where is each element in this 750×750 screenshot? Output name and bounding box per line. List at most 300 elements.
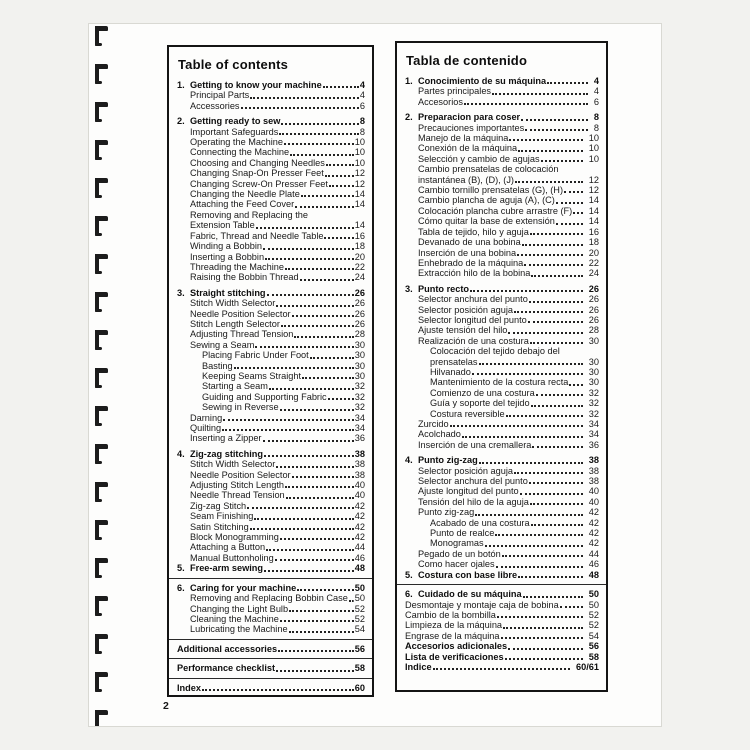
toc-row [405, 143, 599, 153]
toc-row [405, 538, 599, 548]
toc-row [405, 398, 599, 408]
toc-row [405, 631, 599, 641]
binding-ring-icon [95, 330, 109, 352]
toc-row-label: Sewing a Seam [190, 339, 255, 350]
toc-row [177, 480, 365, 490]
toc-row [177, 189, 365, 199]
toc-row-page: 8 [359, 116, 365, 127]
toc-row-label: Punto zig-zag [418, 507, 475, 518]
toc-row [405, 175, 599, 185]
dot-leader [529, 482, 583, 484]
toc-row-label: Zig-zag Stitch [190, 500, 247, 511]
toc-row [405, 419, 599, 429]
toc-row-page: 58 [354, 663, 365, 674]
toc-row-label: Changing the Light Bulb [190, 603, 289, 614]
toc-row [177, 288, 365, 298]
dot-leader [509, 139, 582, 141]
toc-row-label: Stitch Width Selector [190, 298, 276, 309]
toc-row-page: 40 [588, 486, 599, 497]
toc-row-page: 38 [354, 469, 365, 480]
toc-row-page: 10 [354, 157, 365, 168]
toc-row [405, 123, 599, 133]
toc-row [405, 154, 599, 164]
toc-row [177, 381, 365, 391]
toc-row-page: 32 [588, 387, 599, 398]
toc-row-label: Mantenimiento de la costura recta [430, 377, 569, 388]
toc-row [177, 392, 365, 402]
dot-leader [325, 175, 354, 177]
toc-row [405, 164, 599, 174]
toc-row-page: 18 [588, 237, 599, 248]
toc-row [177, 470, 365, 480]
toc-row-label: Changing Snap-On Presser Feet [190, 168, 324, 179]
toc-row [177, 116, 365, 126]
toc-row-number: 1. [405, 76, 413, 86]
toc-row-page: 4 [359, 90, 365, 101]
toc-row-page: 4 [359, 80, 365, 90]
toc-row-page: 26 [588, 283, 599, 294]
toc-row [405, 528, 599, 538]
toc-row [405, 227, 599, 237]
dot-leader [502, 555, 583, 557]
toc-row-page: 26 [588, 304, 599, 315]
toc-row [405, 248, 599, 258]
toc-row-label: Straight stitching [190, 287, 266, 298]
dot-leader [505, 658, 583, 660]
toc-row [177, 220, 365, 230]
toc-row-label: Colocación del tejido debajo del [430, 346, 560, 357]
toc-row-number: 6. [177, 582, 185, 593]
dot-leader [234, 367, 354, 369]
dot-leader [301, 195, 354, 197]
toc-row-label: Extension Table [190, 220, 255, 231]
dot-leader [223, 419, 354, 421]
dot-leader [310, 357, 354, 359]
toc-row-page: 26 [354, 298, 365, 309]
toc-row-page: 32 [588, 398, 599, 409]
toc-row-page: 54 [588, 630, 599, 641]
toc-row [177, 319, 365, 329]
toc-row [177, 309, 365, 319]
dot-leader [470, 290, 583, 292]
toc-row-label: Stitch Width Selector [190, 459, 276, 470]
toc-row [405, 497, 599, 507]
toc-row-label: Enhebrado de la máquina [418, 257, 524, 268]
toc-row-label: Quilting [190, 423, 222, 433]
toc-row [177, 522, 365, 532]
toc-row-label: Basting [202, 360, 233, 371]
toc-row-label: Attaching the Feed Cover [190, 199, 295, 210]
dot-leader [523, 596, 583, 598]
toc-row-label: Acabado de una costura [430, 517, 530, 528]
toc-row [177, 361, 365, 371]
dot-leader [323, 86, 359, 88]
toc-row-label: Acolchado [418, 429, 461, 440]
dot-leader [254, 518, 353, 520]
toc-row [177, 90, 365, 100]
dot-leader [564, 191, 583, 193]
toc-divider [169, 658, 372, 659]
toc-row-label: Costura reversible [430, 408, 505, 419]
toc-row-page: 30 [588, 366, 599, 377]
toc-row-label: Conexión de la máquina [418, 143, 518, 154]
dot-leader [265, 258, 354, 260]
toc-row [177, 101, 365, 111]
dot-leader [515, 181, 583, 183]
toc-row [177, 252, 365, 262]
dot-leader [250, 97, 359, 99]
toc-row [177, 644, 365, 654]
toc-row-page: 14 [588, 216, 599, 227]
toc-row-label: Manejo de la máquina [418, 133, 509, 144]
dot-leader [508, 648, 583, 650]
toc-row [405, 620, 599, 630]
toc-row [177, 127, 365, 137]
dot-leader [263, 440, 354, 442]
toc-spanish-title: Tabla de contenido [406, 53, 528, 68]
toc-row-page: 42 [588, 538, 599, 549]
dot-leader [560, 606, 583, 608]
dot-leader [520, 493, 583, 495]
toc-row-label: Fabric, Thread and Needle Table [190, 230, 324, 241]
toc-row-page: 56 [588, 641, 599, 652]
toc-row-page: 30 [354, 360, 365, 371]
toc-row-label: Performance checklist [177, 663, 276, 674]
toc-row-page: 10 [588, 133, 599, 144]
dot-leader [278, 650, 354, 652]
toc-row-label: Cambio tornillo prensatelas (G), (H) [418, 185, 564, 196]
dot-leader [525, 129, 588, 131]
toc-row [177, 413, 365, 423]
toc-row-label: Hilvanado [430, 366, 471, 377]
toc-row [177, 147, 365, 157]
dot-leader [556, 202, 583, 204]
dot-leader [264, 455, 354, 457]
toc-row-label: Choosing and Changing Needles [190, 157, 325, 168]
dot-leader [492, 93, 588, 95]
toc-row-label: Cambio prensatelas de colocación [418, 164, 559, 175]
toc-row-page: 10 [588, 143, 599, 154]
toc-row-label: Placing Fabric Under Foot [202, 350, 309, 361]
toc-row-label: Cuidado de su máquina [418, 589, 522, 600]
toc-divider [169, 578, 372, 579]
toc-row-label: Zurcido [418, 419, 449, 429]
toc-row [405, 455, 599, 465]
toc-row-label: Removing and Replacing Bobbin Case [190, 593, 348, 604]
dot-leader [530, 233, 583, 235]
toc-row-label: Additional accessories [177, 643, 278, 654]
toc-row [405, 570, 599, 580]
dot-leader [294, 336, 353, 338]
toc-row [405, 549, 599, 559]
toc-row-page: 38 [354, 448, 365, 459]
binding-ring-icon [95, 368, 109, 390]
dot-leader [518, 576, 583, 578]
toc-row-page: 56 [354, 643, 365, 654]
dot-leader [264, 570, 354, 572]
toc-row-page: 32 [354, 402, 365, 413]
toc-row [405, 195, 599, 205]
binding-ring-icon [95, 102, 109, 124]
toc-row-page: 50 [354, 582, 365, 593]
toc-row-label: Selector posición aguja [418, 304, 513, 315]
dot-leader [532, 446, 582, 448]
toc-row-label: Keeping Seams Straight [202, 370, 302, 381]
toc-row-label: Index [177, 682, 201, 693]
toc-row-page: 52 [588, 609, 599, 620]
toc-row-label: Changing Screw-On Presser Feet [190, 178, 328, 189]
dot-leader [479, 363, 583, 365]
dot-leader [475, 514, 583, 516]
toc-row-number: 2. [405, 112, 413, 123]
toc-row [405, 112, 599, 122]
dot-leader [547, 82, 588, 84]
toc-row-label: Accessories [190, 100, 240, 111]
toc-row [177, 501, 365, 511]
toc-row-label: Winding a Bobbin [190, 241, 263, 252]
toc-row-page: 14 [354, 220, 365, 231]
toc-row-page: 34 [588, 429, 599, 440]
toc-row [405, 97, 599, 107]
toc-row-label: Precauciones importantes [418, 122, 525, 133]
dot-leader [506, 415, 583, 417]
toc-row-number: 4. [405, 455, 413, 466]
toc-row-page: 32 [588, 408, 599, 419]
toc-row [177, 80, 365, 90]
dot-leader [541, 160, 583, 162]
toc-row [405, 367, 599, 377]
toc-row-page: 54 [354, 624, 365, 635]
toc-row-page: 30 [354, 350, 365, 361]
toc-row [405, 258, 599, 268]
toc-row-page: 32 [354, 391, 365, 402]
toc-row [405, 518, 599, 528]
toc-row-page: 60 [354, 682, 365, 693]
toc-row-page: 12 [588, 185, 599, 196]
toc-row-page: 26 [354, 287, 365, 298]
dot-leader [276, 466, 353, 468]
toc-row-page: 4 [593, 76, 599, 86]
toc-row-label: Satin Stitching [190, 521, 249, 532]
dot-leader [256, 227, 354, 229]
toc-row-page: 30 [588, 377, 599, 388]
toc-row-label: Pegado de un botón [418, 548, 501, 559]
toc-row-label: Selector longitud del punto [418, 314, 527, 325]
toc-row-label: Devanado de una bobina [418, 237, 521, 248]
dot-leader [326, 164, 354, 166]
toc-row-page: 30 [354, 370, 365, 381]
toc-row-page: 24 [354, 272, 365, 283]
dot-leader [530, 342, 583, 344]
dot-leader [266, 549, 354, 551]
dot-leader [280, 620, 354, 622]
binding-ring-icon [95, 710, 109, 727]
toc-row-page: 26 [354, 308, 365, 319]
toc-row-page: 10 [354, 147, 365, 158]
dot-leader [531, 405, 583, 407]
binding-ring-icon [95, 596, 109, 618]
toc-row [177, 340, 365, 350]
toc-row-page: 12 [588, 174, 599, 185]
dot-leader [275, 559, 354, 561]
toc-row [177, 262, 365, 272]
toc-row-label: Cambio plancha de aguja (A), (C) [418, 195, 555, 206]
dot-leader [297, 589, 354, 591]
binding-ring-icon [95, 216, 109, 238]
toc-row-page: 4 [593, 86, 599, 97]
dot-leader [531, 524, 583, 526]
toc-row-page: 32 [354, 381, 365, 392]
toc-row-label: Getting ready to sew [190, 116, 281, 127]
toc-row-label: Operating the Machine [190, 137, 283, 148]
dot-leader [517, 254, 583, 256]
toc-row-label: Important Safeguards [190, 126, 279, 137]
toc-row [177, 423, 365, 433]
toc-row-page: 14 [354, 189, 365, 200]
toc-row [405, 76, 599, 86]
toc-row-label: Raising the Bobbin Thread [190, 272, 299, 283]
toc-row [177, 604, 365, 614]
toc-row-label: prensatelas [430, 356, 478, 367]
toc-row-page: 14 [354, 199, 365, 210]
toc-row [405, 346, 599, 356]
binding-ring-icon [95, 140, 109, 162]
toc-row [405, 652, 599, 662]
dot-leader [255, 346, 353, 348]
toc-row-page: 14 [588, 205, 599, 216]
toc-row-page: 24 [588, 268, 599, 279]
toc-row-label: Manual Buttonholing [190, 552, 274, 563]
toc-row-page: 30 [588, 335, 599, 346]
toc-row [405, 294, 599, 304]
toc-row [405, 388, 599, 398]
toc-row-label: Inserción de una bobina [418, 247, 517, 258]
dot-leader [528, 321, 583, 323]
page-number: 2 [163, 700, 169, 712]
toc-row-page: 30 [588, 356, 599, 367]
dot-leader [529, 301, 583, 303]
toc-row-number: 1. [177, 80, 185, 90]
toc-row [405, 476, 599, 486]
toc-row-label: Selección y cambio de agujas [418, 153, 540, 164]
toc-row-page: 14 [588, 195, 599, 206]
toc-row-number: 6. [405, 589, 413, 600]
toc-row [177, 158, 365, 168]
binding-ring-icon [95, 520, 109, 542]
toc-row-label: Block Monogramming [190, 532, 279, 543]
dot-leader [289, 631, 354, 633]
dot-leader [281, 325, 354, 327]
toc-row [177, 231, 365, 241]
dot-leader [464, 103, 588, 105]
toc-row-number: 3. [405, 283, 413, 294]
toc-row-label: Darning [190, 412, 223, 423]
toc-row-label: Accesorios [418, 96, 463, 107]
toc-row-label: Adjusting Thread Tension [190, 329, 294, 340]
toc-row-page: 10 [588, 153, 599, 164]
toc-row-label: Zig-zag stitching [190, 448, 263, 459]
dot-leader [250, 528, 354, 530]
toc-row-number: 3. [177, 287, 185, 298]
toc-row-page: 20 [588, 247, 599, 258]
toc-row-page: 10 [354, 137, 365, 148]
toc-row-page: 16 [588, 226, 599, 237]
toc-row [405, 377, 599, 387]
dot-leader [569, 384, 582, 386]
toc-row-page: 38 [588, 465, 599, 476]
toc-row-page: 52 [354, 603, 365, 614]
toc-row-label: Accesorios adicionales [405, 641, 508, 652]
dot-leader [292, 476, 354, 478]
toc-row-label: Adjusting Stitch Length [190, 480, 284, 491]
dot-leader [284, 143, 354, 145]
dot-leader [556, 223, 583, 225]
toc-row-page: 20 [354, 251, 365, 262]
binding-ring-icon [95, 64, 109, 86]
toc-row [177, 683, 365, 693]
toc-row-label: Costura con base libre [418, 569, 518, 580]
toc-row [405, 336, 599, 346]
toc-row-number: 5. [405, 569, 413, 580]
toc-row-label: Changing the Needle Plate [190, 189, 300, 200]
dot-leader [524, 264, 583, 266]
toc-row-page: 40 [354, 480, 365, 491]
binding-ring-icon [95, 482, 109, 504]
toc-row-page: 48 [354, 563, 365, 574]
toc-english-entries [177, 80, 365, 693]
toc-row-page: 38 [588, 455, 599, 466]
toc-row [177, 168, 365, 178]
dot-leader [536, 394, 583, 396]
toc-row-page: 46 [354, 552, 365, 563]
dot-leader [285, 486, 354, 488]
toc-row-page: 48 [588, 569, 599, 580]
dot-leader [328, 398, 354, 400]
toc-row-label: Punto zig-zag [418, 455, 478, 466]
dot-leader [497, 616, 583, 618]
toc-row [177, 272, 365, 282]
toc-row-page: 8 [593, 122, 599, 133]
toc-row-label: Getting to know your machine [190, 80, 322, 90]
toc-row-page: 16 [354, 230, 365, 241]
toc-row-label: Guía y soporte del tejido [430, 398, 530, 409]
toc-row-page: 34 [354, 412, 365, 423]
dot-leader [485, 545, 583, 547]
dot-leader [508, 332, 582, 334]
binding-ring-icon [95, 254, 109, 276]
toc-row [405, 315, 599, 325]
toc-row-page: 52 [588, 620, 599, 631]
binding-ring-icon [95, 558, 109, 580]
toc-row [405, 409, 599, 419]
toc-row [177, 563, 365, 573]
dot-leader [280, 538, 354, 540]
toc-row-page: 38 [354, 459, 365, 470]
dot-leader [241, 107, 359, 109]
binding-ring-icon [95, 178, 109, 200]
dot-leader [530, 503, 583, 505]
toc-row-label: Needle Position Selector [190, 308, 291, 319]
toc-row [405, 268, 599, 278]
toc-row-page: 50 [354, 593, 365, 604]
toc-row-number: 2. [177, 116, 185, 127]
toc-row-label: Ajuste longitud del punto [418, 486, 519, 497]
toc-row-label: Sewing in Reverse [202, 402, 279, 413]
toc-row-page: 6 [359, 100, 365, 111]
toc-row [177, 402, 365, 412]
toc-row-page: 50 [588, 599, 599, 610]
toc-row [177, 553, 365, 563]
